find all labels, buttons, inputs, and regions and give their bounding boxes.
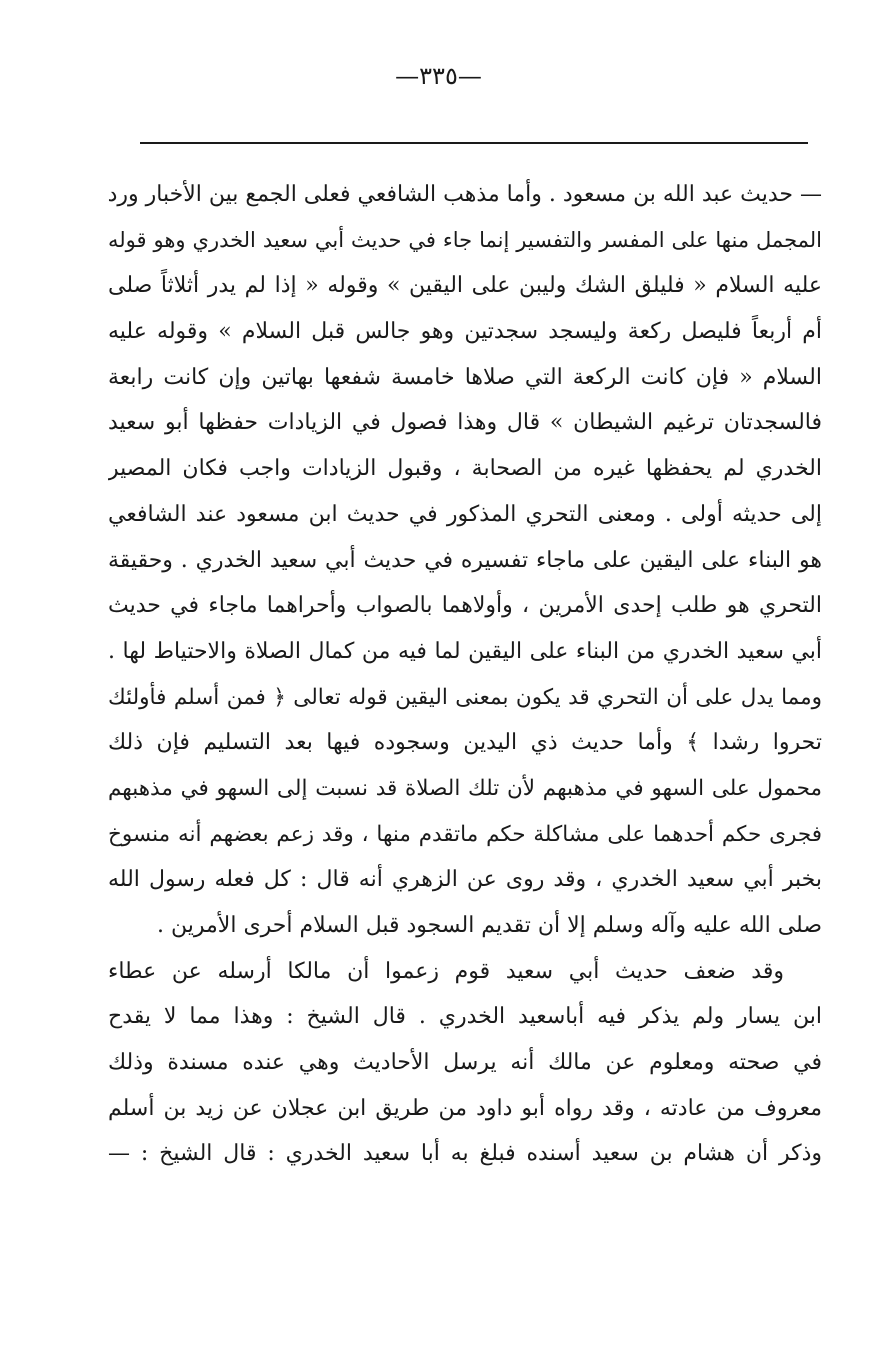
text-line: فجرى حكم أحدهما على مشاكلة حكم ماتقدم منها ، وقد زعم بعضهم أنه منسوخ — [108, 821, 822, 847]
text-line: أم أربعاً فليصل ركعة وليسجد سجدتين وهو جالس قبل السلام » وقوله عليه — [108, 319, 822, 345]
text-line: تحروا رشدا ﴾ وأما حديث ذي اليدين وسجوده فيها بعد التسليم فإن ذلك — [108, 730, 822, 756]
text-line: ابن يسار ولم يذكر فيه أباسعيد الخدري . قال الشيخ : وهذا مما لا يقدح — [108, 1004, 822, 1030]
text-line: التحري هو طلب إحدى الأمرين ، وأولاهما بالصواب وأحراهما ماجاء في حديث — [108, 593, 822, 619]
text-line: فالسجدتان ترغيم الشيطان » قال وهذا فصول في الزيادات حفظها أبو سعيد — [108, 410, 822, 436]
text-line: — حديث عبد الله بن مسعود . وأما مذهب الشافعي فعلى الجمع بين الأخبار ورد — [108, 182, 822, 207]
text-line: بخبر أبي سعيد الخدري ، وقد روى عن الزهري أنه قال : كل فعله رسول الله — [108, 867, 822, 893]
text-line: المجمل منها على المفسر والتفسير إنما جاء في حديث أبي سعيد الخدري وهو قوله — [108, 227, 822, 252]
text-line: ومما يدل على أن التحري قد يكون بمعنى اليقين قوله تعالى ﴿ فمن أسلم فأولئك — [108, 684, 822, 710]
text-body — [108, 172, 822, 1177]
text-line: إلى حديثه أولى . ومعنى التحري المذكور في حديث ابن مسعود عند الشافعي — [108, 501, 822, 527]
header-rule — [140, 142, 808, 144]
text-line: هو البناء على اليقين على ماجاء تفسيره في حديث أبي سعيد الخدري . وحقيقة — [108, 547, 822, 573]
text-line: في صحته ومعلوم عن مالك أنه يرسل الأحاديث وهي عنده مسندة وذلك — [108, 1050, 822, 1076]
text-line: صلى الله عليه وآله وسلم إلا أن تقديم السجود قبل السلام أحرى الأمرين . — [157, 913, 822, 938]
text-line: الخدري لم يحفظها غيره من الصحابة ، وقبول الزيادات واجب فكان المصير — [108, 456, 822, 482]
page-number: —٣٣٥— — [395, 62, 482, 90]
text-line: عليه السلام « فليلق الشك وليبن على اليقين » وقوله « إذا لم يدر أثلاثاً صلى — [108, 273, 822, 299]
text-line: وقد ضعف حديث أبي سعيد قوم زعموا أن مالكا أرسله عن عطاء — [108, 958, 784, 984]
text-line: السلام « فإن كانت الركعة التي صلاها خامسة شفعها بهاتين وإن كانت رابعة — [108, 364, 822, 390]
text-line: معروف من عادته ، وقد رواه أبو داود من طريق ابن عجلان عن زيد بن أسلم — [108, 1095, 822, 1121]
text-line: أبي سعيد الخدري من البناء على اليقين لما فيه من كمال الصلاة والاحتياط لها . — [108, 638, 822, 664]
text-line: محمول على السهو في مذهبهم لأن تلك الصلاة قد نسبت إلى السهو في مذهبهم — [108, 775, 822, 801]
text-line: وذكر أن هشام بن سعيد أسنده فبلغ به أبا سعيد الخدري : قال الشيخ : — — [108, 1141, 822, 1167]
